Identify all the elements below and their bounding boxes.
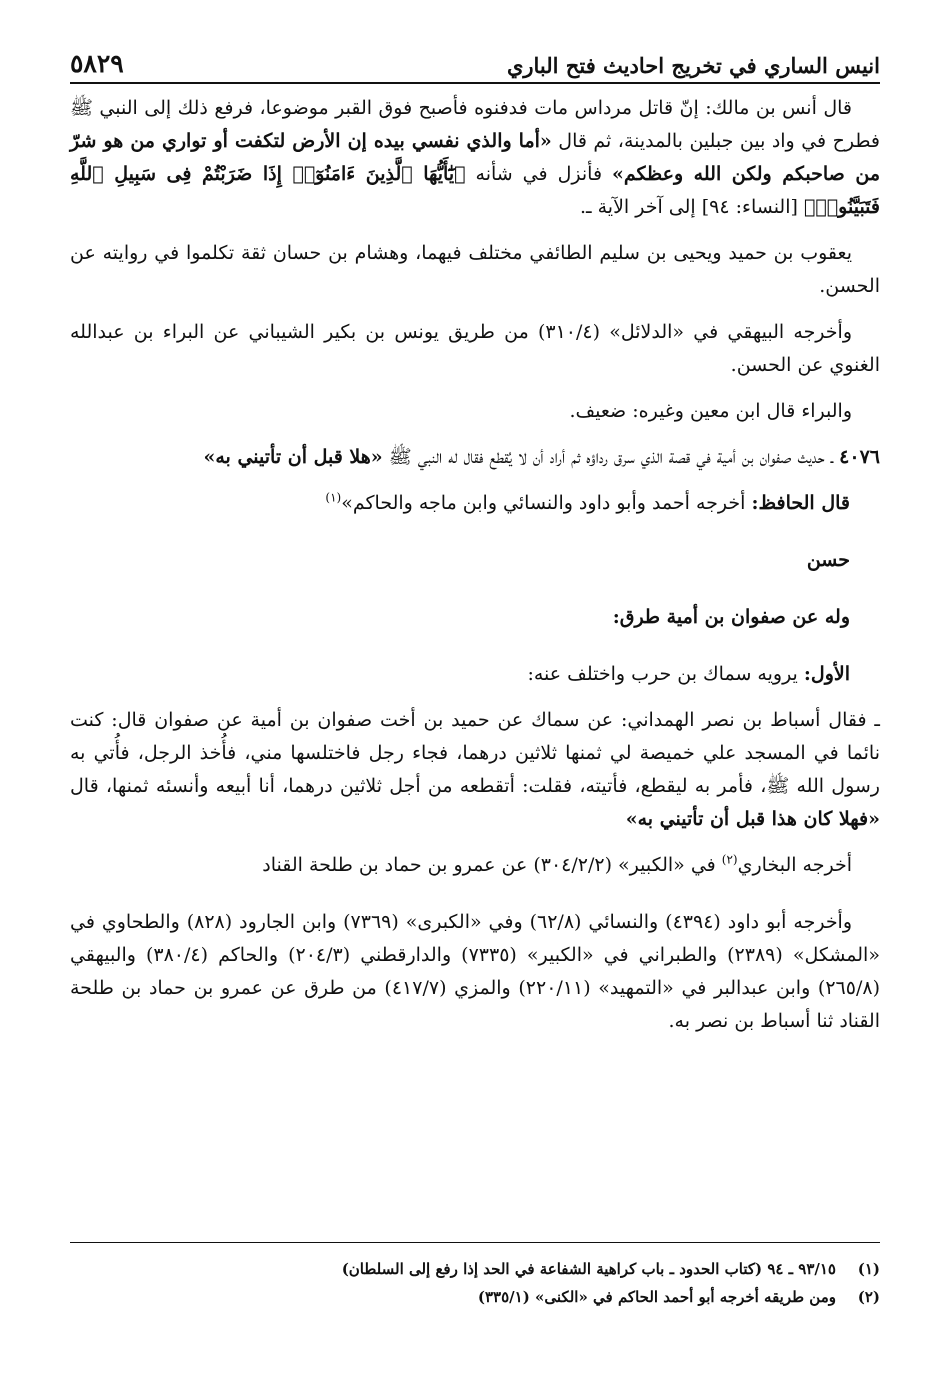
paragraph-bayhaqi: وأخرجه البيهقي في «الدلائل» (٣١٠/٤) من طريق يونس بن بكير الشيباني عن البراء بن عبدالله الغنوي عن الحسن. [70, 321, 880, 376]
section-heading: وله عن صفوان بن أمية طرق: [612, 606, 850, 628]
footnote-1 [70, 1255, 880, 1283]
paragraph-takhrij: وأخرجه أبو داود (٤٣٩٤) والنسائي (٦٢/٨) وفي «الكبرى» (٧٣٦٩) وابن الجارود (٨٢٨) والطحاوي في «المشكل» (٢٣٨٩) والطبراني في «الكبير» (٧٣٣٥) والدارقطني (٢٠٤/٣) والحاكم (٣٨٠/٤) والبيهقي (٢٦٥/٨) وابن عبدالبر في «التمهيد» (٢٢٠/١١) والمزي (٤١٧/٧) من طرق عن عمرو بن حماد بن طلحة القناد ثنا أسباط بن نصر به. [70, 911, 880, 1032]
running-title: انيس الساري في تخريج احاديث فتح الباري [506, 53, 880, 78]
footnotes [70, 1242, 880, 1311]
paragraph-narrators: يعقوب بن حميد ويحيى بن سليم الطائفي مختلف فيهما، وهشام بن حسان ثقة تكلموا في روايته عن الحسن. [70, 242, 880, 297]
hadith-quote: «فهلا كان هذا قبل أن تأتيني به» [625, 808, 880, 830]
bukhari-text-cont: في «الكبير» (٣٠٤/٢/٢) عن عمرو بن حماد بن طلحة القناد [262, 854, 722, 876]
footnote-ref-2: (٢) [721, 852, 738, 867]
hafiz-text: أخرجه أحمد وأبو داود والنسائي وابن ماجه والحاكم» [341, 492, 752, 514]
first-route-label: الأول: [803, 663, 850, 685]
paragraph-bara: والبراء قال ابن معين وغيره: ضعيف. [569, 400, 852, 422]
page-header [70, 38, 880, 84]
footnote-2 [70, 1283, 880, 1311]
page-body [70, 92, 880, 1051]
footnote-ref-1: (١) [325, 490, 342, 505]
narration-text: قال أنس بن مالك: إنّ قاتل مرداس مات فدفنوه فأصبح فوق القبر موضوعا، فرفع ذلك إلى النبي ﷺ فطرح في واد بين جبلين بالمدينة، ثم قال [70, 97, 880, 152]
first-route-text: يرويه سماك بن حرب واختلف عنه: [527, 663, 804, 685]
hafiz-label: قال الحافظ: [751, 492, 850, 514]
paragraph-narration [70, 92, 880, 224]
bukhari-text: أخرجه البخاري [737, 854, 852, 876]
paragraph-asbat [70, 704, 880, 836]
verse-reference: [النساء: ٩٤] إلى آخر الآية ـ. [579, 196, 804, 218]
paragraph-bukhari [70, 849, 880, 882]
hadith-entry [70, 441, 880, 474]
hadith-number: ٤٠٧٦ [839, 446, 880, 468]
first-route [70, 658, 880, 691]
footnote-number: (٢) [857, 1288, 880, 1306]
page-number: ٥٨٢٩ [70, 49, 124, 78]
hadith-text: ـ حديث صفوان بن أمية في قصة الذي سرق رداؤه ثم أراد أن لا يُقطع فقال له النبي ﷺ [382, 446, 840, 468]
footnote-number: (١) [857, 1260, 880, 1278]
grading: حسن [806, 549, 850, 571]
quran-verse: ﴿يَٰٓأَيُّهَا ٱلَّذِينَ ءَامَنُوٓا۟ إِذَا ضَرَبْتُمْ فِى سَبِيلِ ٱللَّهِ فَتَبَيَّنُوا۟﴾ [70, 163, 880, 218]
narration-text: فأنزل في شأنه [465, 163, 613, 185]
asbat-text: ـ فقال أسباط بن نصر الهمداني: عن سماك عن حميد بن أخت صفوان بن أمية عن صفوان قال: كنت نائما في المسجد علي خميصة لي ثمنها ثلاثين درهما، فجاء رجل فاختلسها مني، فأُخذ الرجل، فأُتي به رسول الله ﷺ، فأمر به ليقطع، فأتيته، فقلت: أتقطعه من أجل ثلاثين درهما، أنا أبيعه وأنسئه ثمنها، قال [70, 709, 880, 797]
footnote-text: ومن طريقه أخرجه أبو أحمد الحاكم في «الكنى» (٣٣٥/١) [477, 1288, 836, 1306]
footnote-text: ٩٣/١٥ ـ ٩٤ (كتاب الحدود ـ باب كراهية الشفاعة في الحد إذا رفع إلى السلطان) [341, 1260, 836, 1278]
hadith-quote: «أما والذي نفسي بيده إن الأرض لتكفت أو تواري من هو شرّ من صاحبكم ولكن الله وعظكم» [70, 130, 880, 185]
hafiz-statement [70, 487, 880, 520]
hadith-quote: «هلا قبل أن تأتيني به» [203, 446, 383, 468]
